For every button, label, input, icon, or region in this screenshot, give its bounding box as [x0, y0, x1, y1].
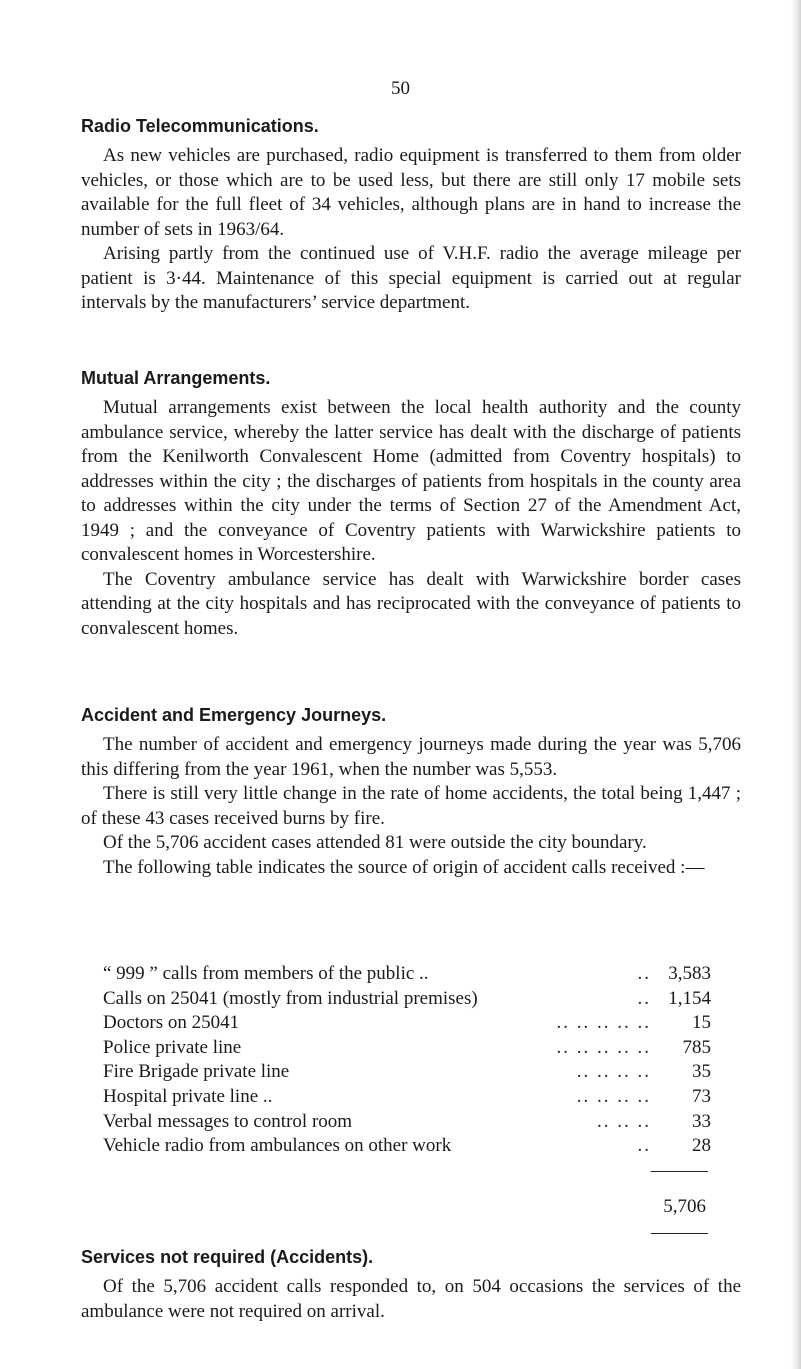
paragraph: The following table indicates the source of origin of accident calls received :—: [103, 856, 705, 878]
paragraph: Mutual arrangements exist between the local health authority and the county ambulance service, whereby the latter service has dealt with the discharge of patients from the Kenilworth Convalescent Home (admitted from Coventry hospitals) to addresses within the city ; the discharges of patients from hospitals in the county area to addresses within the city under the terms of Section 27 of the Amendment Act, 1949 ; and the conveyance of Coventry patients with Warwickshire patients to convalescent homes in Worcestershire.: [81, 397, 741, 565]
row-label: Hospital private line ..: [103, 1085, 273, 1107]
section-heading: Accident and Emergency Journeys.: [81, 705, 387, 725]
row-label: Fire Brigade private line: [103, 1061, 290, 1083]
table-row: [103, 962, 713, 987]
section-radio-telecommunications: [81, 114, 741, 316]
table-row: [103, 1060, 713, 1085]
leader-dots: ..: [637, 1135, 651, 1157]
table-row: [103, 1134, 713, 1159]
row-label: Verbal messages to control room: [103, 1110, 353, 1132]
section-heading: Radio Telecommunications.: [81, 116, 319, 136]
leader-dots: .. .. .. ..: [576, 1061, 651, 1083]
total-rule-bottom: [651, 1233, 708, 1234]
row-label: Calls on 25041 (mostly from industrial premises): [103, 987, 478, 1009]
row-label: Police private line: [103, 1036, 242, 1058]
table-total: 5,706: [663, 1196, 706, 1217]
paragraph: Arising partly from the continued use of V.H.F. radio the average mileage per patient is 3·44. Maintenance of this special equipment is carried out at regular intervals by the manufacturers’ service department.: [81, 243, 741, 313]
row-value: 3,583: [668, 963, 711, 984]
section-accident-emergency-journeys: [81, 703, 741, 880]
leader-dots: .. .. .. .. ..: [556, 1036, 651, 1058]
row-label: “ 999 ” calls from members of the public ..: [103, 963, 429, 984]
accident-calls-table: [103, 962, 713, 1159]
leader-dots: ..: [637, 963, 651, 984]
leader-dots: .. .. .. .. ..: [556, 1012, 651, 1034]
paragraph: The number of accident and emergency journeys made during the year was 5,706 this differing from the year 1961, when the number was 5,553.: [81, 734, 741, 780]
paragraph: The Coventry ambulance service has dealt with Warwickshire border cases attending at the city hospitals and has reciprocated with the conveyance of patients to convalescent homes.: [81, 568, 741, 639]
row-value: 33: [692, 1110, 711, 1132]
paragraph: There is still very little change in the rate of home accidents, the total being 1,447 ; of these 43 cases received burns by fire.: [81, 783, 741, 829]
table-row: [103, 1110, 713, 1135]
section-services-not-required: [81, 1245, 741, 1324]
paragraph: Of the 5,706 accident calls responded to, on 504 occasions the services of the ambulance were not required on arrival.: [81, 1276, 741, 1322]
table-row: [103, 1011, 713, 1036]
row-value: 15: [692, 1012, 711, 1034]
row-value: 28: [692, 1135, 711, 1157]
row-value: 73: [692, 1085, 711, 1107]
table-row: [103, 1036, 713, 1061]
row-label: Doctors on 25041: [103, 1012, 240, 1034]
leader-dots: ..: [637, 987, 651, 1009]
page-edge-shadow: [791, 0, 801, 1369]
page-number: 50: [391, 78, 410, 99]
row-value: 35: [692, 1061, 711, 1083]
section-heading: Services not required (Accidents).: [81, 1247, 374, 1267]
paragraph: As new vehicles are purchased, radio equipment is transferred to them from older vehicles, or those which are to be used less, but there are still only 17 mobile sets available for the full fleet of 34 vehicles, although plans are in hand to increase the number of sets in 1963/64.: [81, 145, 741, 240]
paragraph: Of the 5,706 accident cases attended 81 were outside the city boundary.: [103, 832, 647, 853]
section-heading: Mutual Arrangements.: [81, 368, 271, 388]
leader-dots: .. .. .. ..: [576, 1085, 651, 1107]
table-row: [103, 987, 713, 1012]
section-mutual-arrangements: [81, 366, 741, 641]
table-row: [103, 1085, 713, 1110]
leader-dots: .. .. ..: [597, 1110, 651, 1132]
row-value: 785: [682, 1036, 711, 1058]
row-value: 1,154: [668, 987, 711, 1009]
row-label: Vehicle radio from ambulances on other work: [103, 1135, 452, 1157]
total-rule-top: [651, 1171, 708, 1172]
